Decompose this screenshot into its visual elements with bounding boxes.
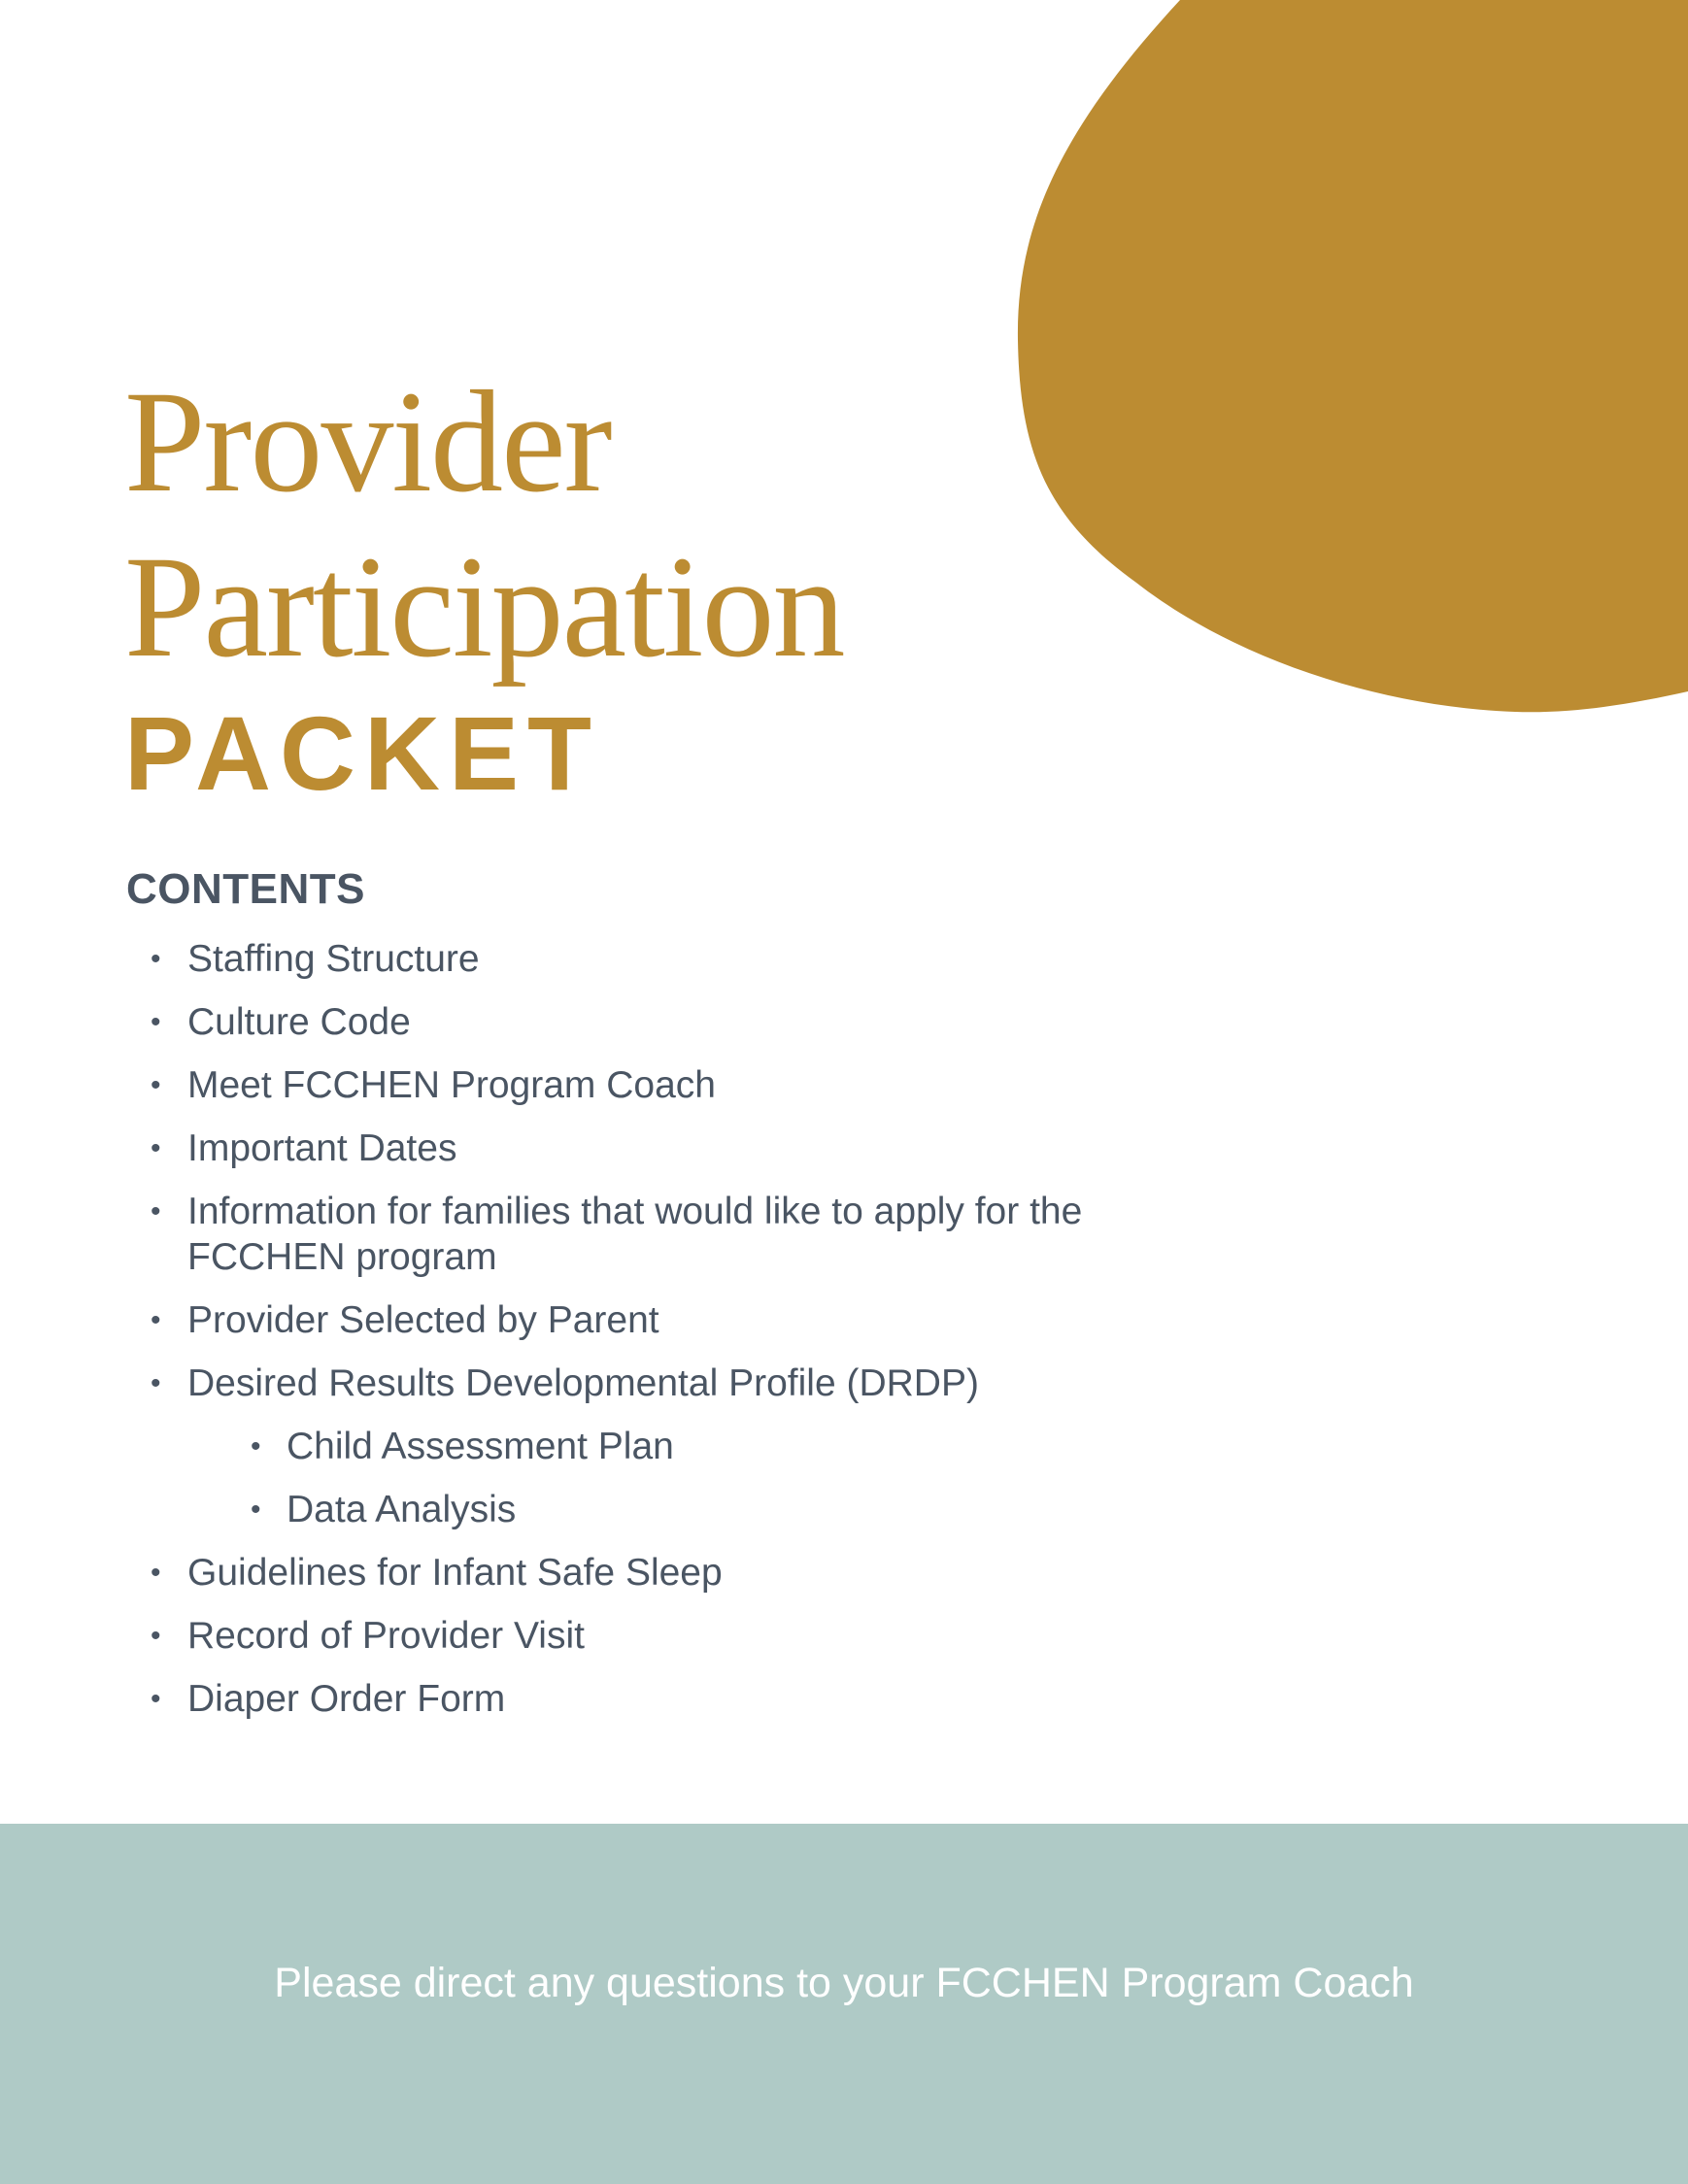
contents-item-family-application-info: • Information for families that would like to apply for the FCCHEN program: [151, 1191, 1083, 1278]
bullet-icon: •: [151, 1304, 161, 1336]
bullet-icon: •: [151, 1195, 161, 1227]
contents-item-important-dates: • Important Dates: [151, 1127, 457, 1169]
contents-subitem-data-analysis: • Data Analysis: [251, 1489, 517, 1530]
title-line-packet: PACKET: [124, 694, 601, 812]
bullet-icon: •: [151, 1367, 161, 1399]
bullet-icon: •: [151, 943, 161, 975]
contents-subitem-child-assessment-plan: • Child Assessment Plan: [251, 1426, 674, 1467]
bullet-icon: •: [151, 1683, 161, 1715]
bullet-icon: •: [151, 1620, 161, 1652]
title-line-participation: Participation: [124, 526, 844, 688]
blob-path: [1018, 0, 1688, 712]
contents-item-staffing-structure: • Staffing Structure: [151, 938, 480, 980]
contents-section: [126, 860, 1097, 1739]
bullet-icon: •: [151, 1069, 161, 1101]
bullet-icon: •: [251, 1494, 261, 1526]
packet-title: [124, 359, 843, 812]
contents-item-diaper-order-form: • Diaper Order Form: [151, 1678, 506, 1720]
title-line-provider: Provider: [124, 361, 611, 522]
bullet-icon: •: [151, 1557, 161, 1589]
contents-item-meet-program-coach: • Meet FCCHEN Program Coach: [151, 1064, 716, 1106]
contents-item-culture-code: • Culture Code: [151, 1001, 411, 1043]
contents-heading: CONTENTS: [126, 865, 365, 913]
bullet-icon: •: [151, 1132, 161, 1164]
bullet-icon: •: [251, 1430, 261, 1462]
contents-item-drdp: • Desired Results Developmental Profile (DRDP): [151, 1362, 979, 1404]
contents-item-provider-visit-record: • Record of Provider Visit: [151, 1615, 585, 1657]
contents-item-provider-selected: • Provider Selected by Parent: [151, 1299, 659, 1341]
contents-list: [126, 936, 1097, 1722]
footer-message: Please direct any questions to your FCCHEN Program Coach: [274, 1960, 1414, 2006]
contents-item-infant-safe-sleep: • Guidelines for Infant Safe Sleep: [151, 1552, 723, 1594]
footer-banner: [0, 1824, 1688, 2184]
bullet-icon: •: [151, 1006, 161, 1038]
